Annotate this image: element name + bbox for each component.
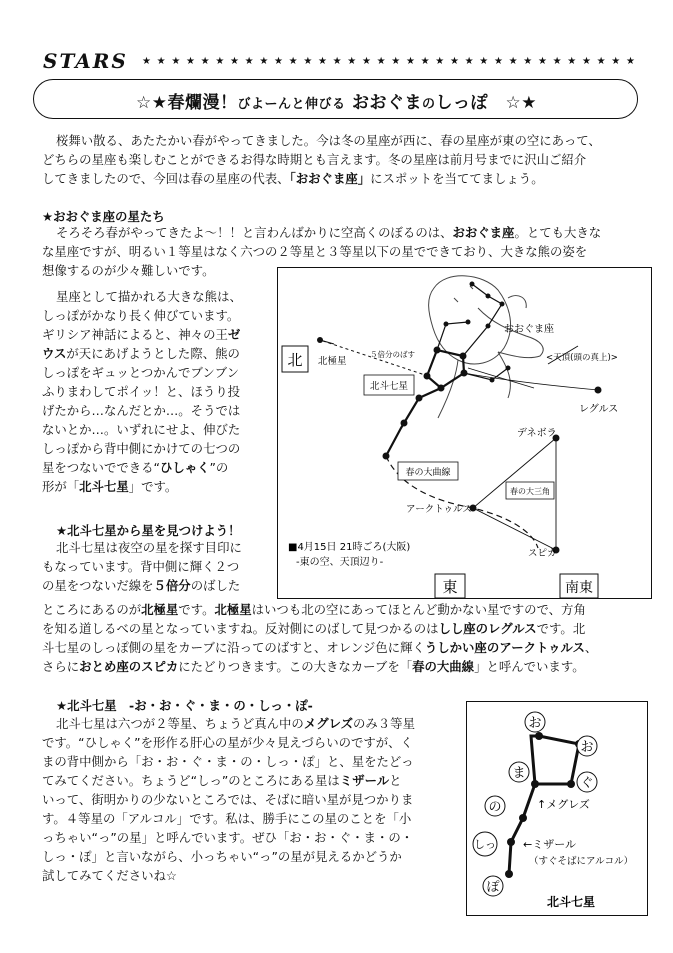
body-line (42, 326, 240, 345)
headline-part: の (421, 97, 436, 112)
text: 北斗七星は六つが２等星、ちょうど真ん中の (56, 716, 304, 731)
section-heading: ★北斗七星から星を見つけよう！ (56, 523, 241, 538)
mnemonic-no: の (488, 800, 502, 815)
section-heading: ★北斗七星 -お・お・ぐ・ま・の・しっ・ぽ- (56, 698, 313, 713)
mnemonic-shi: しっ (474, 838, 496, 851)
text-bold: 北極星 (214, 602, 252, 617)
text-bold: 「おおぐま座」 (289, 171, 371, 186)
five-times-label: ５倍分のばす (370, 350, 415, 359)
body-line: しっ・ぽ」と言いながら、小っちゃい“っ”の星が見えるかどうか (42, 849, 402, 864)
text: 形が「 (42, 479, 80, 494)
body-line: ないとか…。いずれにせよ、伸びた (42, 422, 241, 437)
mizar-label: ←ミザール (523, 838, 576, 851)
map-caption-direction: -東の空、天頂辺り- (296, 557, 384, 568)
mnemonic-po: ぽ (486, 880, 500, 895)
text: 、 (584, 640, 598, 655)
ursa-major-lines (437, 284, 508, 380)
body-line: ふりまわしてポイッ！と、ほうり投 (42, 384, 241, 399)
section-title: STARS (43, 49, 128, 73)
text: はいつも北の空にあってほとんど動かない星ですので、方角 (251, 602, 586, 617)
star-decoration: ☆★ (136, 93, 168, 113)
mnemonic-o1: お (528, 716, 542, 731)
text-bold: ミザール (339, 773, 390, 788)
body-line: 星座として描かれる大きな熊は、 (56, 289, 242, 304)
denebola-label: デネボラ (517, 428, 557, 439)
text: です。北 (536, 621, 586, 636)
spring-curve-label: 春の大曲線 (405, 468, 451, 478)
text: にたどりつきます。この大きなカーブを「 (178, 659, 413, 674)
body-line: す。４等星の「アルコル」です。私は、勝手にこの星のことを「小 (42, 811, 412, 826)
mnemonic-o2: お (580, 740, 594, 755)
spring-curve-label-box (398, 462, 458, 480)
section-heading: ★おおぐま座の星たち (42, 209, 165, 224)
text: 星をつないでできる“ (42, 460, 160, 475)
text-bold: おとめ座のスピカ (79, 659, 179, 674)
body-line (56, 224, 601, 243)
big-dipper-label: 北斗七星 (369, 381, 409, 392)
star-decoration: ☆★ (505, 93, 537, 113)
body-line: げたから…なんだとか…。そうでは (42, 403, 241, 418)
body-line: っちゃい“っ”の星」と呼んでいます。ぜひ「お・お・ぐ・ま・の・ (42, 830, 414, 845)
body-line (56, 715, 415, 734)
star-map-figure (277, 267, 652, 599)
body-line: しっぽから背中側にかけての七つの (42, 441, 241, 456)
body-line (42, 577, 240, 596)
text-bold: うしかい座のアークトゥルス (424, 640, 585, 655)
text-bold: しし座のレグルス (438, 621, 537, 636)
text: のばした (190, 578, 241, 593)
text-bold: ゼ (227, 327, 241, 342)
text-bold: 北斗七星 (79, 479, 129, 494)
body-line (42, 459, 228, 478)
east-marker (435, 574, 465, 598)
body-line (42, 658, 585, 677)
text: の星をつないだ線を (42, 578, 154, 593)
body-line: まの背中側から「お・お・ぐ・ま・の・しっ・ぽ」と、星をたどっ (42, 754, 414, 769)
headline-part: 春爛漫！ (167, 93, 238, 113)
headline (34, 88, 639, 113)
arcturus-label: アークトゥルス (406, 504, 472, 515)
text: 。とても大きな (514, 225, 602, 240)
text-bold: おおぐま座 (452, 225, 515, 240)
body-line: な星座ですが、明るい１等星はなく六つの２等星と３等星以下の星でできており、大きな熊の姿を (42, 244, 588, 259)
body-line: 試してみてくださいね☆ (42, 868, 178, 883)
alcor-label: （すぐそばにアルコル） (529, 856, 634, 867)
text: です。 (178, 602, 215, 617)
headline-part: びよーんと伸びる (237, 97, 346, 112)
text: てみてください。ちょうど“しっ”のところにある星は (42, 773, 340, 788)
body-line (42, 639, 597, 658)
mnemonic-gu: ぐ (580, 776, 594, 791)
big-dipper-label-box (364, 375, 414, 395)
compass-north-label: 北 (287, 351, 303, 369)
text: 」です。 (128, 479, 178, 494)
body-line (42, 601, 586, 620)
compass-southeast-label: 南東 (565, 580, 593, 596)
regulus-label: レグルス (579, 404, 619, 415)
spica-label: スピカ (528, 548, 557, 559)
text-bold: ひしゃく (159, 460, 210, 475)
text-bold: 春の大曲線 (412, 659, 475, 674)
big-dipper-diagram (467, 702, 647, 915)
body-line: もなっています。背中側に輝く２つ (42, 559, 240, 574)
body-line: しっぽをギュッとつかんでブンブン (42, 365, 240, 380)
text: してきましたので、今回は春の星座の代表、 (42, 171, 290, 186)
spring-triangle-label-box (506, 482, 554, 499)
text: 」と呼んでいます。 (474, 659, 585, 674)
body-line: いって、街明かりの少ないところでは、そばに暗い星が見つかりま (42, 792, 414, 807)
text-bold: メグレズ (303, 716, 354, 731)
intro-line (42, 170, 544, 189)
body-line (42, 345, 240, 364)
text: さらに (42, 659, 80, 674)
text: そろそろ春がやってきたよ～！！と言わんばかりに空高くのぼるのは、 (56, 225, 453, 240)
star-map (278, 268, 651, 598)
map-caption-date: ■4月15日 21時ごろ(大阪) (288, 542, 411, 553)
regulus-guide-line (468, 368, 534, 388)
star-divider: ★★★★★★★★★★★★★★★★★★★★★★★★★★★★★★★★★★ (142, 56, 641, 67)
body-line (42, 772, 402, 791)
text: が天にあげようとした際、熊の (66, 346, 240, 361)
text: と (389, 773, 402, 788)
mnemonic-ma: ま (512, 766, 526, 781)
headline-part: しっぽ (435, 93, 488, 113)
text: にスポットを当ててましょう。 (370, 171, 544, 186)
figure-title: 北斗七星 (546, 895, 596, 909)
text-bold: 北極星 (141, 602, 179, 617)
big-dipper-mnemonic-figure (466, 701, 648, 916)
north-marker (282, 346, 308, 372)
zenith-label: <天頂(頭の真上)> (546, 353, 618, 363)
text-bold: ５倍分 (153, 578, 191, 593)
intro-line: 桜舞い散る、あたたかい春がやってきました。今は冬の星座が西に、春の星座が東の空にあって、 (56, 133, 601, 148)
text: ところにあるのが (42, 602, 142, 617)
compass-east-label: 東 (442, 578, 458, 596)
text: ギリシア神話によると、神々の王 (42, 327, 228, 342)
intro-line: どちらの星座も楽しむことができるお得な時期とも言えます。冬の星座は前月号までに沢山ご紹介 (42, 152, 587, 167)
body-line: 想像するのが少々難しいです。 (42, 263, 215, 278)
text: のみ３等星 (353, 716, 415, 731)
body-line (42, 620, 585, 639)
polaris-label: 北極星 (318, 356, 347, 367)
text: 斗七星のしっぽ側の星をカーブに沿ってのばすと、オレンジ色に輝く (42, 640, 425, 655)
body-line: しっぽがかなり長く伸びています。 (42, 308, 240, 323)
body-line: 北斗七星は夜空の星を探す目印に (56, 540, 242, 555)
megrez-label: ↑メグレズ (537, 798, 590, 811)
spring-triangle-label: 春の大三角 (510, 487, 550, 496)
text-bold: ウス (42, 346, 67, 361)
body-line (42, 478, 177, 497)
body-line: です。“ひしゃく”を形作る肝心の星が少々見えづらいのですが、く (42, 735, 413, 750)
text: ”の (209, 460, 229, 475)
ursa-major-label: おおぐま座 (504, 324, 554, 335)
text: を知る道しるべの星となっていますね。反対側にのばして見つかるのは (42, 621, 439, 636)
headline-part: おおぐま (351, 93, 422, 113)
southeast-marker (560, 574, 598, 598)
headline-banner (33, 79, 638, 119)
